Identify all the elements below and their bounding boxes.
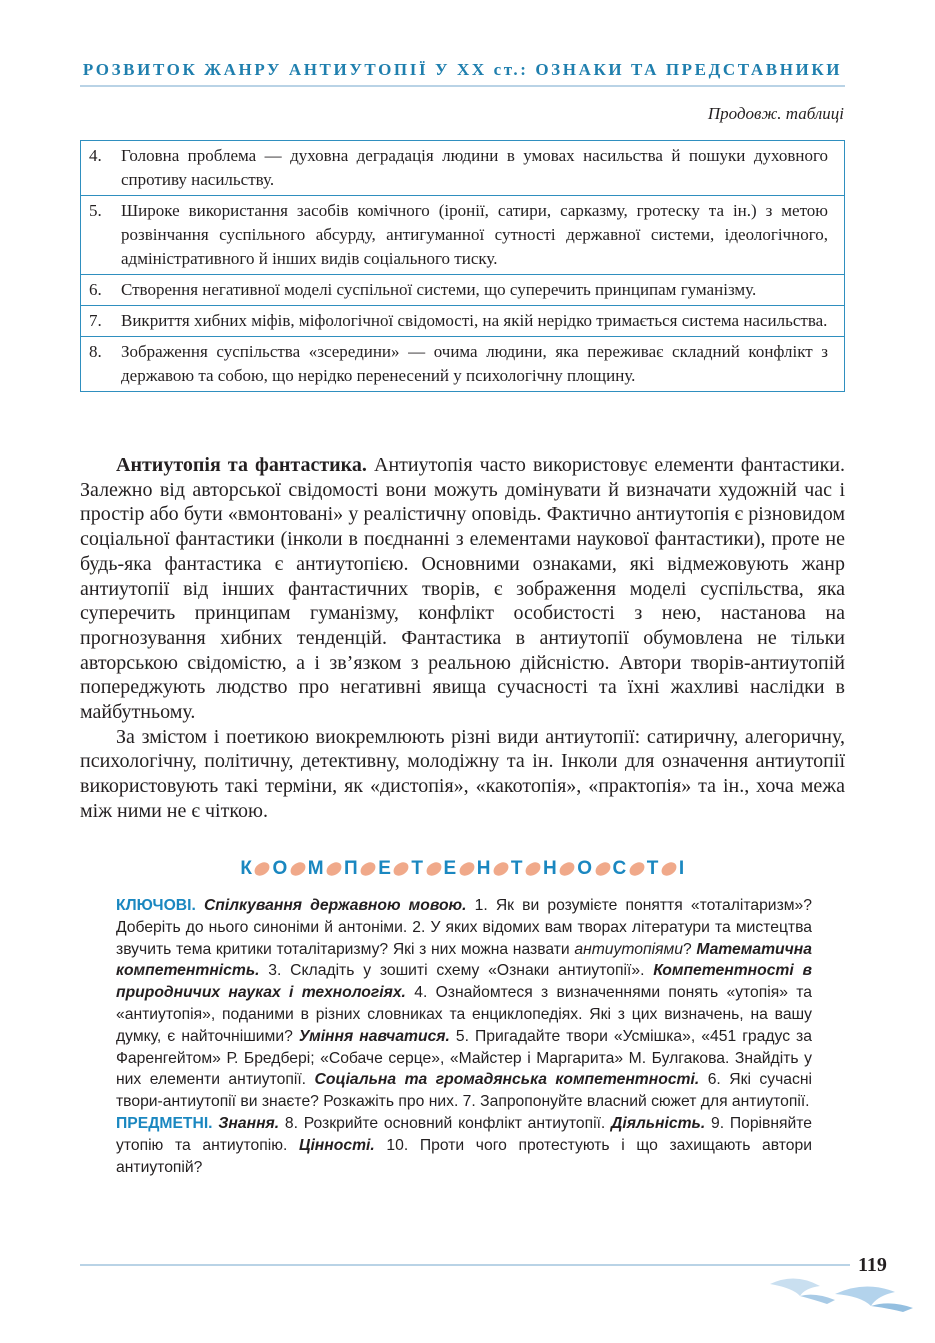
competency-name: Знання. [218, 1114, 280, 1132]
competency-name: Діяльність. [611, 1114, 706, 1132]
leaf-ornament-icon [627, 861, 646, 878]
leaf-ornament-icon [253, 861, 272, 878]
task-text: 9. Порівняйте утопію та антиутопію. [116, 1114, 813, 1154]
table-continued-label: Продовж. таблиці [707, 104, 844, 123]
subject-competencies [116, 1113, 812, 1178]
paragraph-antiutopia-types: За змістом і поетикою виокремлюють різні види антиутопії: сатиричну, алегоричну, психологічну, політичну, детективну, молодіжну та ін. Інколи для означення антиутопії використовують такі терміни, як «дистопія», «какотопія», «практопія» та ін., хоча межа між ними не є чіткою. [80, 725, 845, 822]
heading-letter: І [678, 858, 685, 879]
leaf-ornament-icon [558, 861, 577, 878]
heading-letter: Н [476, 858, 491, 879]
task-text: 4. Ознайомтеся з визначеннями понять «утопія» та «антиутопія», поданими в різних словниках та енциклопедіях. Які з цих визначень, на вашу думку, є найточнішими? [116, 984, 813, 1045]
task-text: 10. Проти чого протестують і що захищають автори антиутопій? [116, 1136, 812, 1176]
row-text: Головна проблема — духовна деградація людини в умовах насильства й пошуки духовного спротиву насильству. [109, 141, 845, 196]
key-competencies-label: КЛЮЧОВІ. [116, 897, 196, 914]
task-text: 6. Які сучасні твори-антиутопії ви знаєте? Розкажіть про них. 7. Запропонуйте власний сюжет для антиутопії. [116, 1071, 812, 1111]
leaf-ornament-icon [457, 861, 476, 878]
table-row [81, 337, 845, 392]
competency-name: Соціальна та громадянська компетентності. [314, 1071, 700, 1089]
competency-name: Компетентності в природничих науках і технологіях. [116, 962, 812, 1002]
row-number: 5. [81, 196, 110, 275]
subject-competencies-label: ПРЕДМЕТНІ. [116, 1114, 213, 1132]
heading-letter: О [272, 858, 288, 879]
competency-name: Спілкування державною мовою. [203, 897, 467, 914]
competency-name: Уміння навчатися. [298, 1027, 450, 1045]
heading-letter: М [307, 858, 325, 879]
features-table [80, 140, 845, 392]
leaf-ornament-icon [659, 861, 678, 878]
competencies-heading [80, 856, 845, 882]
leaf-ornament-icon [288, 861, 307, 878]
task-text: 3. Складіть у зошиті схему «Ознаки антиутопії». [259, 962, 654, 980]
key-competencies [116, 895, 812, 1113]
leaf-ornament-icon [324, 861, 343, 878]
header-divider [80, 85, 845, 87]
table-row [81, 196, 845, 275]
birds-decoration-icon [765, 1266, 915, 1316]
task-text: 5. Пригадайте твори «Усмішка», «451 градус за Фаренгейтом» Р. Бредбері; «Собаче серце», «Майстер і Маргарита» М. Булгакова. Знайдіть у них елементи антиутопії. [116, 1027, 812, 1089]
page-number: 119 [858, 1254, 887, 1276]
task-italic: антиутопіями [574, 940, 683, 958]
leaf-ornament-icon [392, 861, 411, 878]
heading-letter: С [612, 858, 627, 879]
main-text [80, 453, 845, 824]
paragraph-heading: Антиутопія та фантастика. [116, 454, 367, 476]
task-text: 8. Розкрийте основний конфлікт антиутопії. [279, 1114, 612, 1132]
heading-letter: Н [543, 858, 558, 879]
paragraph-text: Антиутопія часто використовує елементи фантастики. Залежно від авторської свідомості вони можуть домінувати й визначати художній час і простір або бути «вмонтовані» у реалістичну оповідь. Фактично антиутопія є різновидом соціальної фантастики (інколи в поєднанні з елементами наукової фантастики), проте не будь-яка фантастика є антиутопією. Основними ознаками, які відмежовують жанр антиутопії від інших фантастичних творів, є зображення моделі суспільства, яка суперечить принципам гуманізму, конфлікт особистості з нею, настанова на прогнозування хибних тенденцій. Фантастика в антиутопії обумовлена не тільки авторською свідомістю, а і зв’язком з реальною дійсністю. Автори творів-антиутопій попереджують людство про негативні явища сучасності та їхні жахливі наслідки в майбутньому. [80, 454, 845, 724]
heading-letter: О [577, 858, 593, 879]
row-number: 6. [81, 275, 110, 306]
heading-letter: Т [510, 858, 524, 879]
table-row [81, 306, 845, 337]
leaf-ornament-icon [523, 861, 542, 878]
row-text: Створення негативної моделі суспільної системи, що суперечить принципам гуманізму. [109, 275, 845, 306]
row-text: Широке використання засобів комічного (іронії, сатири, сарказму, гротеску та ін.) з метою розвінчання суспільного абсурду, антигуманної сутності державної системи, ідеологічного, адміністративного й інших видів соціального тиску. [109, 196, 845, 275]
heading-letter: К [240, 858, 253, 879]
leaf-ornament-icon [424, 861, 443, 878]
leaf-ornament-icon [359, 861, 378, 878]
task-text: ? [682, 940, 697, 958]
row-number: 8. [81, 337, 110, 392]
row-number: 4. [81, 141, 110, 196]
competency-name: Математична компетентність. [116, 940, 812, 980]
task-text: 1. Як ви розумієте поняття «тоталітаризм»? Доберіть до нього синоніми й антоніми. 2. У яких відомих вам творах літератури та мистецтва звучить тема критики тоталітаризму? Які з них можна назвати [116, 897, 812, 958]
row-text: Викриття хибних міфів, міфологічної свідомості, на якій нерідко тримається система насильства. [109, 306, 845, 337]
heading-letter: Т [646, 858, 659, 879]
competencies-tasks [116, 895, 812, 1178]
page-header-title: РОЗВИТОК ЖАНРУ АНТИУТОПІЇ У XX ст.: ОЗНАКИ ТА ПРЕДСТАВНИКИ [82, 60, 843, 79]
heading-letter: Т [411, 858, 424, 879]
paragraph-antiutopia-fantasy [80, 453, 845, 725]
footer-divider [80, 1264, 850, 1266]
table-row [81, 275, 845, 306]
leaf-ornament-icon [491, 861, 510, 878]
table-row [81, 141, 845, 196]
heading-letter: П [344, 858, 359, 879]
leaf-ornament-icon [593, 861, 612, 878]
row-text: Зображення суспільства «зсередини» — очима людини, яка переживає складний конфлікт з державою та собою, що нерідко перенесений у психологічну площину. [109, 337, 845, 392]
heading-letter: Е [378, 858, 392, 879]
heading-letter: Е [443, 858, 457, 879]
competency-name: Цінності. [299, 1136, 375, 1154]
row-number: 7. [81, 306, 110, 337]
